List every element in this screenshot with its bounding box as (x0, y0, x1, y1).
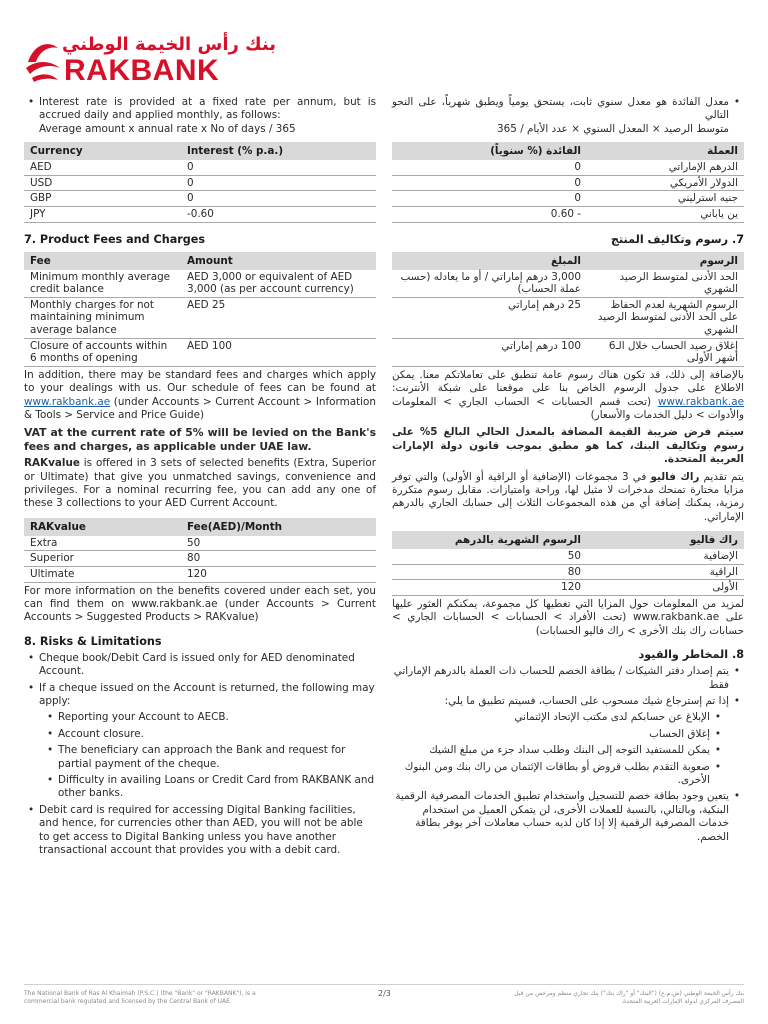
risk-text: Cheque book/Debit Card is issued only for AED denominated Account. (39, 651, 355, 678)
risk-sub-item: • صعوبة التقدم بطلب قروض أو بطاقات الإئتمان من راك بنك ومن البنوك الأخرى. (392, 761, 744, 788)
table-cell: AED 3,000 or equivalent of AED 3,000 (as per account currency) (181, 270, 376, 298)
risk-sub-item: • Reporting your Account to AECB. (24, 711, 376, 724)
table-cell: 0 (392, 160, 587, 175)
standard-fees-paragraph (24, 369, 376, 423)
table-row (392, 160, 744, 175)
footer-divider (24, 984, 744, 985)
table-cell: 50 (392, 549, 587, 564)
footer-right-text: بنك رأس الخيمة الوطني (ش.م.ع) ("البنك" أو "راك بنك") بنك تجاري منظم ومرخص من قبل المصرف المركزي لدولة الإمارات العربية المتحدة. (514, 990, 744, 1005)
table-cell: الحد الأدنى لمتوسط الرصيد الشهري (587, 270, 744, 298)
fees-table-header: المبلغ (392, 252, 587, 270)
risk-item (392, 695, 744, 787)
risks-heading: 8. Risks & Limitations (24, 634, 162, 648)
table-cell: الدولار الأمريكي (587, 175, 744, 191)
footer (24, 990, 744, 1005)
rakvalue-text: is offered in 3 sets of selected benefits (Extra, Superior or Ultimate) that give you unmatched savings, convenience and privileges. For a nominal recurring fee, you can add any one of these 3 collections to your AED Current Account. (24, 457, 376, 510)
table-cell: 100 درهم إماراتي (392, 338, 587, 366)
table-cell: 80 (181, 551, 376, 567)
table-row (24, 297, 376, 338)
risk-text: If a cheque issued on the Account is returned, the following may apply: (39, 681, 375, 708)
standard-fees-path-ar: (تحت قسم الحسابات > الحساب الجاري > المعلومات والأدوات > دليل الخدمات والأسعار) (392, 395, 744, 421)
rakvalue-text-ar: في 3 مجموعات (الإضافية أو الراقية أو الأولى) والتي توفر مزايا مختارة تمنحك مدخرات لا مثيل لها، وراحة وامتيازات. مقابل رسوم متكررة رمزية، يمكنك إضافة أي من هذه المجموعات الثلاث إلى حسابك الجاري بالدرهم الإماراتي. (392, 470, 744, 523)
table-cell: إغلاق رصيد الحساب خلال الـ6 أشهر الأولى (587, 338, 744, 366)
table-cell: Closure of accounts within 6 months of opening (24, 338, 181, 366)
table-cell: 0 (392, 175, 587, 191)
table-cell: - 0.60 (392, 207, 587, 223)
risk-sub-item: • The beneficiary can approach the Bank and request for partial payment of the cheque. (24, 744, 376, 771)
table-row (24, 551, 376, 567)
risk-sub-list (24, 711, 376, 800)
interest-note (24, 96, 376, 136)
rakvalue-name: RAKvalue (24, 457, 80, 470)
table-cell: Minimum monthly average credit balance (24, 270, 181, 298)
risk-text: يتعين وجود بطاقة خصم للتسجيل واستخدام تطبيق الخدمات المصرفية الرقمية البنكية، وبالتالي، بالنسبة للعملات الأخرى، لن يتمكن العميل من استخدام خدمات المصرفية الرقمية إلا إذا كان لديه حساب معاملات آخر يوفر بطاقة الخصم. (395, 790, 729, 843)
table-cell: 0 (181, 175, 376, 191)
interest-table-header: Interest (% p.a.) (181, 142, 376, 160)
table-row (392, 270, 744, 298)
risk-sub-item: • يمكن للمستفيد التوجه إلى البنك وطلب سداد جزء من مبلغ الشيك (392, 744, 744, 757)
rakvalue-paragraph-ar (392, 471, 744, 525)
interest-note-list (24, 96, 376, 136)
table-cell: AED (24, 160, 181, 175)
more-info-paragraph: For more information on the benefits covered under each set, you can find them on www.rakbank.ae (under Accounts > Current Accounts > Suggested Products > RAKvalue) (24, 584, 376, 624)
risk-item (392, 790, 744, 844)
interest-note-list-ar (392, 96, 744, 136)
fees-table (24, 252, 376, 367)
footer-left-text: The National Bank of Ras Al Khaimah (P.S.C.) (the "Bank" or "RAKBANK"), is a commercial bank regulated and licensed by the Central Bank of UAE. (24, 990, 256, 1005)
standard-fees-paragraph-ar (392, 369, 744, 423)
table-row (24, 175, 376, 191)
risk-sub-list-ar (392, 711, 744, 787)
rakbank-website-link[interactable]: www.rakbank.ae (24, 395, 111, 408)
fees-table-header: Amount (181, 252, 376, 270)
risks-list (24, 652, 376, 858)
risk-sub-item: • Account closure. (24, 728, 376, 741)
table-cell: USD (24, 175, 181, 191)
table-row (24, 207, 376, 223)
standard-fees-text: In addition, there may be standard fees and charges which apply to your dealings with us. Our schedule of fees can be found at (24, 368, 376, 395)
fees-heading: 7. Product Fees and Charges (24, 232, 206, 246)
rakvalue-table-header: Fee(AED)/Month (181, 518, 376, 536)
table-cell: 3,000 درهم إماراتي / أو ما يعادله (حسب عملة الحساب) (392, 270, 587, 298)
fees-table-header: الرسوم (587, 252, 744, 270)
logo-english-name: RAKBANK (64, 54, 220, 87)
table-cell: 0 (392, 191, 587, 207)
standard-fees-text-ar: بالإضافة إلى ذلك، قد تكون هناك رسوم عامة تنطبق على تعاملاتكم معنا. يمكن الاطلاع على جدول الرسوم الخاص بنا على موقعنا على شبكة الأنترنت: (392, 368, 744, 395)
interest-formula: Average amount x annual rate x No of days / 365 (39, 122, 296, 135)
rakvalue-table-ar (392, 531, 744, 596)
table-row (392, 191, 744, 207)
interest-table-header: العملة (587, 142, 744, 160)
risks-list-ar (392, 665, 744, 844)
english-column (24, 96, 376, 858)
table-row (392, 338, 744, 366)
interest-table-ar (392, 142, 744, 222)
page-number: 2/3 (378, 989, 391, 998)
interest-table-header: Currency (24, 142, 181, 160)
table-row (24, 191, 376, 207)
table-row (392, 580, 744, 596)
table-cell: -0.60 (181, 207, 376, 223)
risk-sub-item: • إغلاق الحساب (392, 728, 744, 741)
risk-sub-item: • الإبلاغ عن حسابكم لدى مكتب الإتحاد الإئتماني (392, 711, 744, 724)
table-cell: Ultimate (24, 567, 181, 583)
interest-note-ar (392, 96, 744, 136)
table-row (24, 160, 376, 175)
table-cell: ين ياباني (587, 207, 744, 223)
table-cell: 0 (181, 160, 376, 175)
interest-note-text: Interest rate is provided at a fixed rate per annum, but is accrued daily and applied monthly, as follows: (39, 96, 376, 122)
interest-table (24, 142, 376, 222)
vat-note: VAT at the current rate of 5% will be levied on the Bank's fees and charges, as applicable under UAE law. (24, 426, 376, 453)
table-cell: AED 25 (181, 297, 376, 338)
rakvalue-table-header: الرسوم الشهرية بالدرهم (392, 531, 587, 549)
table-cell: 0 (181, 191, 376, 207)
risk-item (24, 652, 376, 679)
table-cell: الراقية (587, 564, 744, 580)
interest-table-header: الفائدة (% سنوياً) (392, 142, 587, 160)
risk-sub-item: • Difficulty in availing Loans or Credit Card from RAKBANK and other banks. (24, 774, 376, 801)
more-info-paragraph-ar: لمزيد من المعلومات حول المزايا التي تغطيها كل مجموعة، يمكنكم العثور عليها على www.rakbank.ae (تحت الأفراد > الحسابات > الحسابات الجاري > حسابات راك بنك الأخرى > راك فاليو الحسابات) (392, 598, 744, 637)
risks-heading-ar: 8. المخاطر والقيود (638, 648, 744, 662)
rakvalue-paragraph (24, 457, 376, 511)
arabic-column (392, 96, 744, 844)
table-cell: جنيه استرليني (587, 191, 744, 207)
table-cell: GBP (24, 191, 181, 207)
table-row (392, 175, 744, 191)
table-cell: JPY (24, 207, 181, 223)
table-row (24, 270, 376, 298)
risk-text: يتم إصدار دفتر الشيكات / بطاقة الخصم للحساب ذات العملة بالدرهم الإماراتي فقط (393, 665, 729, 691)
table-cell: 80 (392, 564, 587, 580)
table-cell: AED 100 (181, 338, 376, 366)
table-cell: 120 (392, 580, 587, 596)
rakvalue-table-header: RAKvalue (24, 518, 181, 536)
rakvalue-table (24, 518, 376, 583)
table-cell: Superior (24, 551, 181, 567)
rakbank-website-link-ar[interactable]: www.rakbank.ae (657, 395, 744, 408)
risk-item (24, 804, 376, 858)
fees-table-header: Fee (24, 252, 181, 270)
table-cell: 120 (181, 567, 376, 583)
standard-fees-path: (under Accounts > Current Account > Information & Tools > Service and Price Guide) (24, 395, 376, 421)
table-cell: 25 درهم إماراتي (392, 297, 587, 338)
fees-table-ar (392, 252, 744, 367)
risk-text: إذا تم إسترجاع شيك مسحوب على الحساب، فسيتم تطبيق ما يلي: (444, 695, 729, 708)
table-row (24, 567, 376, 583)
table-row (24, 536, 376, 551)
vat-note-ar: سيتم فرض ضريبة القيمة المضافة بالمعدل الحالي البالغ 5% على رسوم وتكاليف البنك، كما هو مطبق بموجب قانون دولة الإمارات العربية المتحدة. (392, 426, 744, 466)
table-row (392, 549, 744, 564)
rakvalue-name-ar: راك فاليو (650, 470, 700, 483)
table-cell: 50 (181, 536, 376, 551)
risk-text: Debit card is required for accessing Digital Banking facilities, and hence, for currencies other than AED, you will not be able to get access to Digital Banking unless you have another transactional account that provides you with a debit card. (39, 803, 363, 857)
logo-arabic-name: بنك رأس الخيمة الوطني (62, 34, 276, 55)
table-cell: الرسوم الشهرية لعدم الحفاظ على الحد الأدنى لمتوسط الرصيد الشهري (587, 297, 744, 338)
table-row (392, 297, 744, 338)
interest-formula-ar: متوسط الرصيد × المعدل السنوي × عدد الأيام / 365 (497, 122, 729, 135)
table-row (392, 207, 744, 223)
fees-heading-ar: 7. رسوم وتكاليف المنتج (610, 232, 744, 246)
interest-note-text-ar: معدل الفائدة هو معدل سنوي ثابت، يستحق يومياً ويطبق شهرياً، على النحو التالي (392, 96, 729, 122)
risk-item (392, 665, 744, 692)
table-cell: الإضافية (587, 549, 744, 564)
table-row (392, 564, 744, 580)
table-cell: Monthly charges for not maintaining minimum average balance (24, 297, 181, 338)
rakvalue-text-pre-ar: يتم تقديم (703, 470, 744, 483)
table-row (24, 338, 376, 366)
rakvalue-table-header: راك فاليو (587, 531, 744, 549)
table-cell: Extra (24, 536, 181, 551)
table-cell: الأولى (587, 580, 744, 596)
risk-item (24, 682, 376, 801)
table-cell: الدرهم الإماراتي (587, 160, 744, 175)
